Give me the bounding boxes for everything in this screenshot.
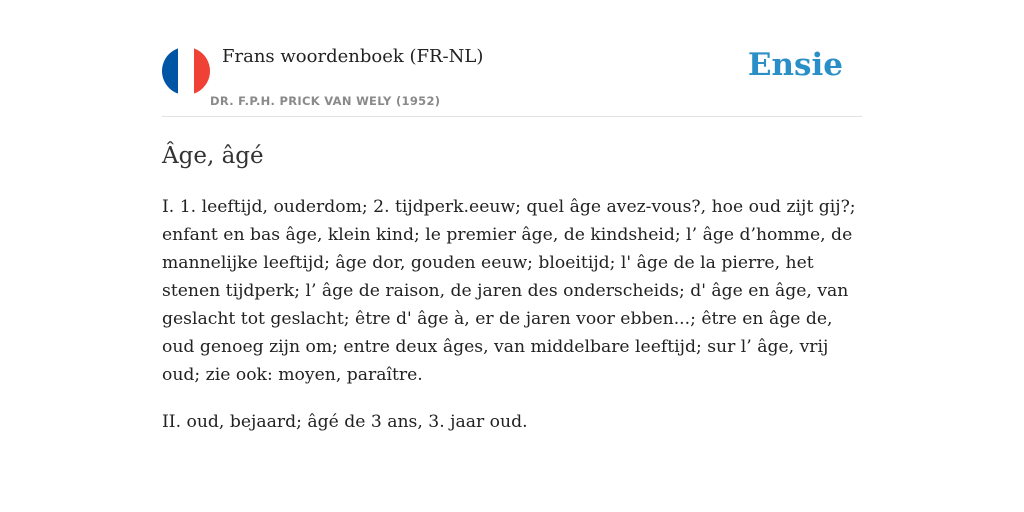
flag-stripe-white bbox=[178, 47, 194, 95]
flag-stripe-blue bbox=[162, 47, 178, 95]
dictionary-header bbox=[162, 0, 862, 117]
dictionary-author: DR. F.P.H. PRICK VAN WELY (1952) bbox=[210, 94, 441, 108]
dictionary-title[interactable]: Frans woordenboek (FR-NL) bbox=[222, 46, 484, 67]
entry-definition bbox=[162, 193, 862, 436]
flag-stripe-red bbox=[194, 47, 210, 95]
definition-paragraph-2: II. oud, bejaard; âgé de 3 ans, 3. jaar oud. bbox=[162, 412, 528, 432]
ensie-logo[interactable]: Ensie bbox=[747, 47, 843, 83]
definition-paragraph-1: I. 1. leeftijd, ouderdom; 2. tijdperk.eeuw; quel âge avez-vous?, hoe oud zijt gij?; enfant en bas âge, klein kind; le premier âge, de kindsheid; l’ âge d’homme, de mannelijke leeftijd; âge dor, gouden eeuw; bloeitijd; l' âge de la pierre, het stenen tijdperk; l’ âge de raison, de jaren des onderscheids; d' âge en âge, van geslacht tot geslacht; être d' âge à, er de jaren voor ebben...; être en âge de, oud genoeg zijn om; entre deux âges, van middelbare leeftijd; sur l’ âge, vrij oud; zie ook: moyen, paraître. bbox=[162, 197, 856, 385]
entry-title: Âge, âgé bbox=[162, 143, 264, 169]
french-flag-icon bbox=[162, 47, 210, 95]
page bbox=[162, 0, 862, 455]
